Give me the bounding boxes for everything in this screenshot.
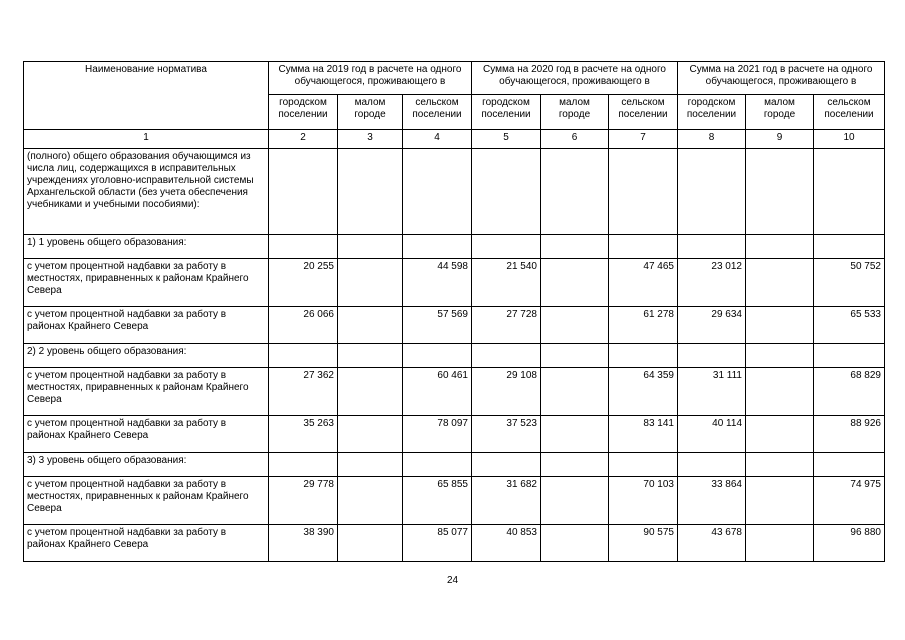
value-cell: [609, 235, 678, 259]
sub-header: малом городе: [338, 95, 403, 130]
row-label: с учетом процентной надбавки за работу в местностях, приравненных к районам Крайнего Севера: [24, 368, 269, 416]
column-number: 4: [403, 130, 472, 149]
value-cell: 61 278: [609, 307, 678, 344]
table-row: [24, 525, 885, 562]
value-cell: 70 103: [609, 477, 678, 525]
column-number: 6: [541, 130, 609, 149]
value-cell: 85 077: [403, 525, 472, 562]
table-row: [24, 259, 885, 307]
table-row: [24, 235, 885, 259]
table-row: [24, 477, 885, 525]
value-cell: [338, 416, 403, 453]
row-label: 2) 2 уровень общего образования:: [24, 344, 269, 368]
row-label: с учетом процентной надбавки за работу в районах Крайнего Севера: [24, 416, 269, 453]
value-cell: 65 533: [814, 307, 885, 344]
value-cell: [269, 149, 338, 235]
sub-header: сельском поселении: [403, 95, 472, 130]
value-cell: 88 926: [814, 416, 885, 453]
value-cell: [472, 344, 541, 368]
table-row: [24, 368, 885, 416]
row-label: 3) 3 уровень общего образования:: [24, 453, 269, 477]
table-row: [24, 149, 885, 235]
table-row: [24, 344, 885, 368]
table-row: [24, 416, 885, 453]
value-cell: 40 853: [472, 525, 541, 562]
normatives-table: [23, 61, 885, 562]
value-cell: [678, 344, 746, 368]
value-cell: [746, 525, 814, 562]
value-cell: [403, 235, 472, 259]
value-cell: [541, 344, 609, 368]
value-cell: 26 066: [269, 307, 338, 344]
column-number: 9: [746, 130, 814, 149]
value-cell: [746, 416, 814, 453]
value-cell: [541, 416, 609, 453]
value-cell: [338, 344, 403, 368]
value-cell: [746, 453, 814, 477]
row-label: с учетом процентной надбавки за работу в местностях, приравненных к районам Крайнего Севера: [24, 259, 269, 307]
value-cell: 96 880: [814, 525, 885, 562]
value-cell: [403, 149, 472, 235]
value-cell: [541, 307, 609, 344]
value-cell: 27 728: [472, 307, 541, 344]
value-cell: [746, 307, 814, 344]
value-cell: 29 778: [269, 477, 338, 525]
table-row: [24, 453, 885, 477]
column-number: 8: [678, 130, 746, 149]
value-cell: 43 678: [678, 525, 746, 562]
row-label: с учетом процентной надбавки за работу в районах Крайнего Севера: [24, 525, 269, 562]
value-cell: [338, 235, 403, 259]
value-cell: 35 263: [269, 416, 338, 453]
value-cell: 31 111: [678, 368, 746, 416]
value-cell: [609, 453, 678, 477]
value-cell: [814, 235, 885, 259]
value-cell: 33 864: [678, 477, 746, 525]
value-cell: [269, 235, 338, 259]
value-cell: 23 012: [678, 259, 746, 307]
value-cell: [678, 235, 746, 259]
sub-header: малом городе: [541, 95, 609, 130]
value-cell: [541, 368, 609, 416]
column-number: 10: [814, 130, 885, 149]
value-cell: [472, 149, 541, 235]
value-cell: 40 114: [678, 416, 746, 453]
value-cell: [403, 453, 472, 477]
value-cell: [338, 453, 403, 477]
value-cell: 21 540: [472, 259, 541, 307]
sub-header: городском поселении: [269, 95, 338, 130]
value-cell: [541, 235, 609, 259]
value-cell: 65 855: [403, 477, 472, 525]
value-cell: [541, 525, 609, 562]
value-cell: [678, 453, 746, 477]
value-cell: [269, 453, 338, 477]
value-cell: 90 575: [609, 525, 678, 562]
value-cell: [472, 235, 541, 259]
value-cell: [746, 477, 814, 525]
value-cell: [338, 149, 403, 235]
value-cell: 37 523: [472, 416, 541, 453]
value-cell: 29 634: [678, 307, 746, 344]
value-cell: 74 975: [814, 477, 885, 525]
sub-header: городском поселении: [472, 95, 541, 130]
value-cell: [814, 149, 885, 235]
value-cell: [746, 235, 814, 259]
value-cell: 60 461: [403, 368, 472, 416]
value-cell: 27 362: [269, 368, 338, 416]
value-cell: [814, 344, 885, 368]
value-cell: [746, 368, 814, 416]
value-cell: 20 255: [269, 259, 338, 307]
row-label: 1) 1 уровень общего образования:: [24, 235, 269, 259]
value-cell: [403, 344, 472, 368]
page-number: 24: [446, 575, 459, 586]
value-cell: [472, 453, 541, 477]
year-2019-header: Сумма на 2019 год в расчете на одного обучающегося, проживающего в: [269, 62, 472, 95]
value-cell: [541, 149, 609, 235]
value-cell: 64 359: [609, 368, 678, 416]
value-cell: 47 465: [609, 259, 678, 307]
column-number: 2: [269, 130, 338, 149]
value-cell: [338, 525, 403, 562]
value-cell: 57 569: [403, 307, 472, 344]
value-cell: [338, 477, 403, 525]
value-cell: [678, 149, 746, 235]
value-cell: 44 598: [403, 259, 472, 307]
row-label: (полного) общего образования обучающимся из числа лиц, содержащихся в исправительных учреждениях уголовно-исправительной системы Архангельской области (без учета обеспечения учебниками и учебными пособиями):: [24, 149, 269, 235]
value-cell: [338, 368, 403, 416]
value-cell: [746, 259, 814, 307]
value-cell: 29 108: [472, 368, 541, 416]
value-cell: [746, 149, 814, 235]
sub-header: малом городе: [746, 95, 814, 130]
sub-header: городском поселении: [678, 95, 746, 130]
year-2020-header: Сумма на 2020 год в расчете на одного обучающегося, проживающего в: [472, 62, 678, 95]
value-cell: [541, 453, 609, 477]
value-cell: [269, 344, 338, 368]
row-label: с учетом процентной надбавки за работу в районах Крайнего Севера: [24, 307, 269, 344]
value-cell: 31 682: [472, 477, 541, 525]
column-number: 7: [609, 130, 678, 149]
value-cell: 50 752: [814, 259, 885, 307]
sub-header: сельском поселении: [814, 95, 885, 130]
value-cell: [338, 259, 403, 307]
name-column-header: Наименование норматива: [24, 62, 269, 130]
value-cell: 83 141: [609, 416, 678, 453]
value-cell: 78 097: [403, 416, 472, 453]
row-label: с учетом процентной надбавки за работу в местностях, приравненных к районам Крайнего Севера: [24, 477, 269, 525]
value-cell: [609, 344, 678, 368]
value-cell: [746, 344, 814, 368]
sub-header: сельском поселении: [609, 95, 678, 130]
value-cell: 68 829: [814, 368, 885, 416]
value-cell: 38 390: [269, 525, 338, 562]
column-number: 5: [472, 130, 541, 149]
value-cell: [609, 149, 678, 235]
value-cell: [338, 307, 403, 344]
column-number: 3: [338, 130, 403, 149]
value-cell: [541, 259, 609, 307]
column-number: 1: [24, 130, 269, 149]
year-2021-header: Сумма на 2021 год в расчете на одного обучающегося, проживающего в: [678, 62, 885, 95]
value-cell: [541, 477, 609, 525]
value-cell: [814, 453, 885, 477]
column-numbers-row: [24, 130, 885, 149]
table-row: [24, 307, 885, 344]
